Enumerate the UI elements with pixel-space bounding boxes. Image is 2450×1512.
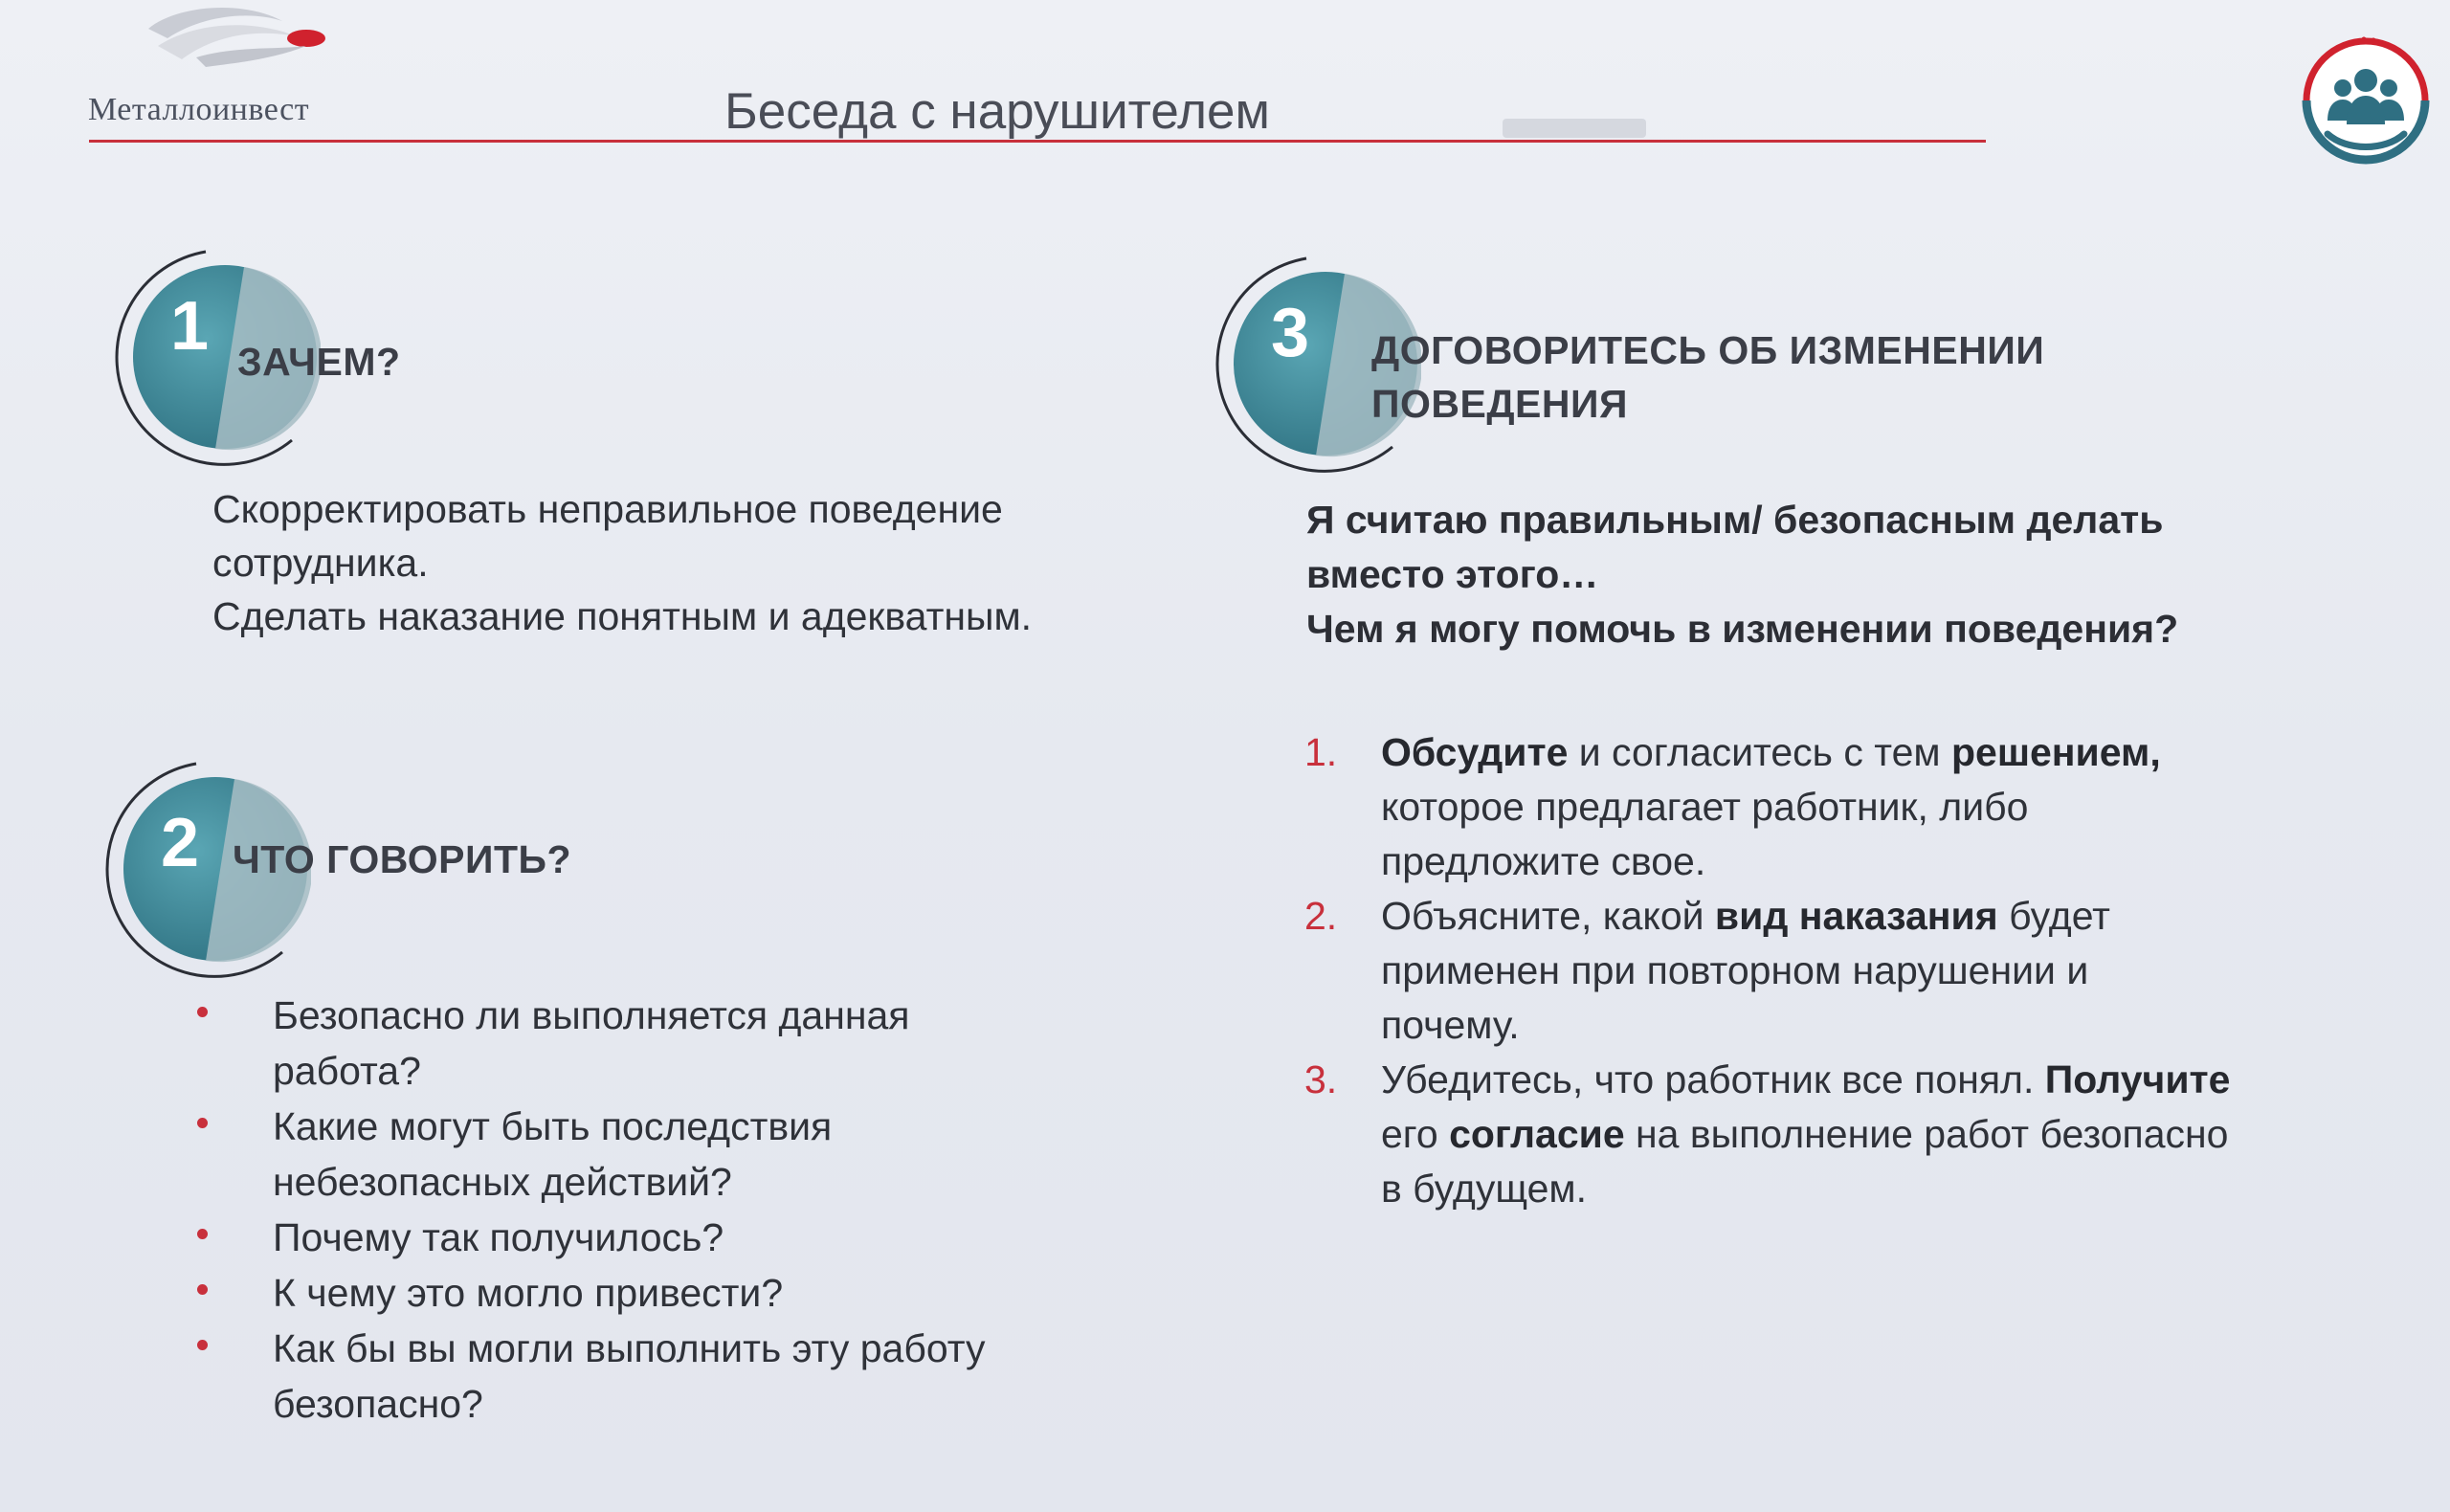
bullet-dot-icon bbox=[197, 1118, 208, 1128]
bullet-item: Почему так получилось? bbox=[273, 1210, 1134, 1265]
bullet-dot-icon bbox=[197, 1340, 208, 1350]
section-3-heading-line: ДОГОВОРИТЕСЬ ОБ ИЗМЕНЕНИИ bbox=[1371, 328, 2045, 372]
section-2-bullet-list bbox=[273, 988, 1134, 1432]
step-item: 1. Обсудите и согласитесь с тем решением, которое предлагает работник, либо предложите свое. bbox=[1381, 725, 2395, 889]
section-1-line: сотрудника. bbox=[212, 541, 429, 585]
section-2-number: 2 bbox=[161, 805, 200, 881]
bullet-dot-icon bbox=[197, 1229, 208, 1239]
bullet-dot-icon bbox=[197, 1007, 208, 1017]
section-2-heading: ЧТО ГОВОРИТЬ? bbox=[233, 837, 572, 881]
section-3-heading-line: ПОВЕДЕНИЯ bbox=[1371, 382, 1628, 426]
section-3-lead bbox=[1306, 493, 2178, 656]
metalloinvest-logo-icon bbox=[139, 0, 330, 81]
step-number: 3. bbox=[1304, 1057, 1338, 1101]
section-1-text bbox=[212, 482, 1032, 643]
section-1-heading: ЗАЧЕМ? bbox=[237, 340, 401, 384]
header-divider bbox=[89, 140, 1986, 143]
section-1-line: Скорректировать неправильное поведение bbox=[212, 487, 1003, 531]
section-1-number: 1 bbox=[170, 288, 210, 365]
section-3-number: 3 bbox=[1271, 295, 1310, 371]
page-title: Беседа с нарушителем bbox=[724, 83, 1270, 140]
header-placeholder bbox=[1503, 119, 1646, 138]
lead-line: Я считаю правильным/ безопасным делать bbox=[1306, 498, 2164, 542]
bullet-item: Как бы вы могли выполнить эту работу безопасно? bbox=[273, 1321, 1134, 1432]
step-number: 1. bbox=[1304, 730, 1338, 774]
bullet-item: Какие могут быть последствия небезопасных действий? bbox=[273, 1099, 1134, 1210]
step-number: 2. bbox=[1304, 894, 1338, 938]
bullet-dot-icon bbox=[197, 1284, 208, 1295]
step-item: 2. Объясните, какой вид наказания будет применен при повторном нарушении и почему. bbox=[1381, 889, 2395, 1053]
lead-line: вместо этого… bbox=[1306, 552, 1599, 596]
brand-name: Металлоинвест bbox=[88, 92, 310, 127]
team-safety-icon bbox=[2299, 29, 2433, 172]
bullet-item: К чему это могло привести? bbox=[273, 1265, 1134, 1321]
section-3-heading bbox=[1371, 323, 2044, 431]
step-item: 3. Убедитесь, что работник все понял. Получите его согласие на выполнение работ безопасно в будущем. bbox=[1381, 1053, 2395, 1216]
bullet-item: Безопасно ли выполняется данная работа? bbox=[273, 988, 1134, 1099]
section-1-line: Сделать наказание понятным и адекватным. bbox=[212, 594, 1033, 638]
lead-line: Чем я могу помочь в изменении поведения? bbox=[1306, 607, 2179, 651]
section-3-steps bbox=[1304, 725, 2395, 1216]
